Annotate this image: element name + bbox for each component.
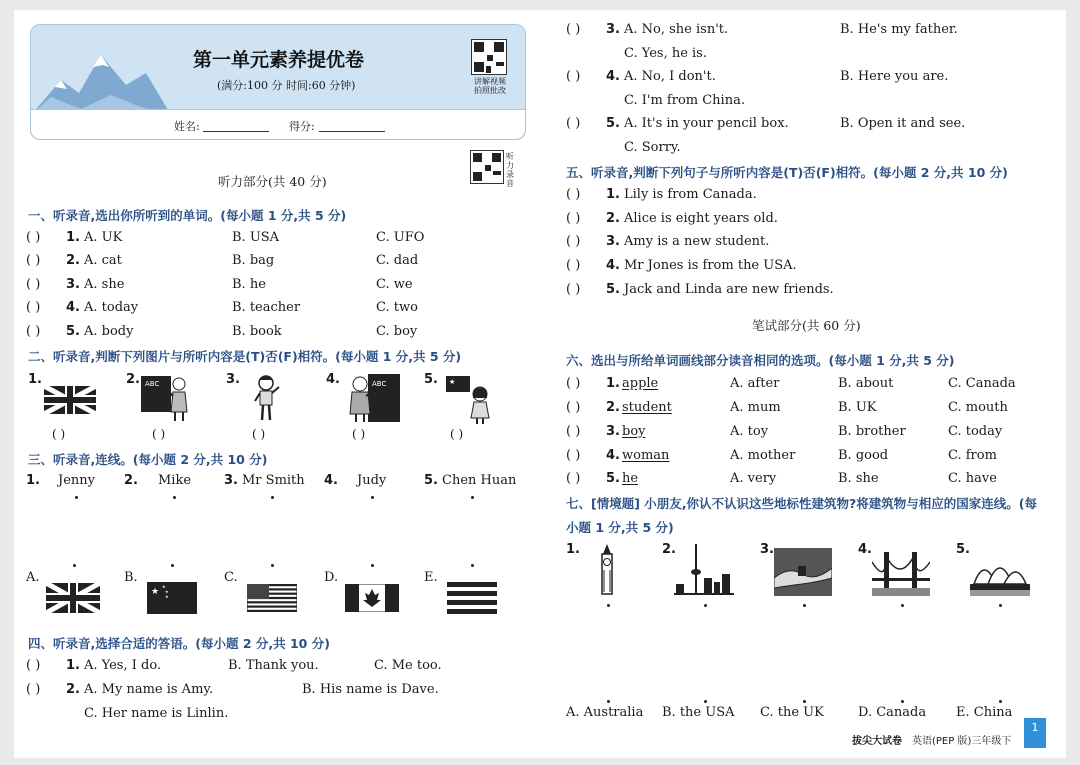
option-c: C. Sorry. [624,140,681,155]
name-label: 姓名: [174,120,200,133]
answer-bracket[interactable]: ( ) [252,427,266,441]
mountain-illustration [31,35,171,115]
question-number: 3. [66,277,80,292]
option-b: B. teacher [232,300,301,315]
option-b: B. bag [232,253,275,268]
target-word: boy [622,424,646,439]
great-wall-landmark [774,548,832,596]
option-c: C. boy [376,324,418,339]
section-5-title: 五、听录音,判断下列句子与所听内容是(T)否(F)相符。(每小题 2 分,共 10 分) [566,165,1008,180]
option-a: A. No, she isn't. [624,22,729,37]
option-a: A. toy [730,424,769,439]
question-number: 1. [66,658,80,673]
landmark-number: 5. [956,542,970,557]
option-b: B. about [838,376,894,391]
question-number: 4. [606,448,620,463]
option-b: B. brother [838,424,906,439]
section-1-title: 一、听录音,选出你所听到的单词。(每小题 1 分,共 5 分) [28,208,347,223]
answer-bracket[interactable]: ( ) [352,427,366,441]
option-a: A. she [84,277,125,292]
question-number: 1. [606,376,620,391]
picture-number: 5. [424,372,438,387]
link-dot[interactable] [75,496,78,499]
statement: Lily is from Canada. [624,187,757,202]
link-dot[interactable] [704,604,707,607]
person-name: Jenny [58,473,95,488]
page-number-tab: 1 [1024,718,1046,748]
answer-bracket[interactable]: ( ) [566,376,581,391]
answer-bracket[interactable]: ( ) [26,253,41,268]
uk-flag [46,583,100,613]
option-a: A. mother [730,448,796,463]
link-dot[interactable] [173,496,176,499]
qr-code [471,39,507,75]
answer-bracket[interactable]: ( ) [566,187,581,202]
option-c: C. Her name is Linlin. [84,706,229,721]
question-number: 3. [606,234,620,249]
section-7-title-line-2: 小题 1 分,共 5 分) [566,520,674,535]
link-dot[interactable] [999,700,1002,703]
link-dot[interactable] [901,604,904,607]
answer-bracket[interactable]: ( ) [566,400,581,415]
question-number: 3. [606,424,620,439]
item-number: 3. [224,473,238,488]
item-number: 5. [424,473,438,488]
page-subtitle: (满分:100 分 时间:60 分钟) [217,79,356,92]
landmark-number: 2. [662,542,676,557]
answer-bracket[interactable]: ( ) [566,234,581,249]
option-b: B. Thank you. [228,658,319,673]
question-number: 1. [606,187,620,202]
link-dot[interactable] [271,564,274,567]
question-number: 2. [66,682,80,697]
link-dot[interactable] [471,496,474,499]
option-c: C. from [948,448,997,463]
link-dot[interactable] [271,496,274,499]
option-a: A. It's in your pencil box. [624,116,789,131]
question-number: 4. [606,258,620,273]
country-option: E. China [956,705,1013,720]
boy-picture [252,374,282,422]
listening-title: 听力部分(共 40 分) [218,174,327,189]
answer-bracket[interactable]: ( ) [52,427,66,441]
person-name: Judy [357,473,387,488]
option-c: C. Yes, he is. [624,46,707,61]
person-name: Mr Smith [242,473,305,488]
person-name: Chen Huan [442,473,517,488]
option-letter: C. [224,570,238,585]
canada-flag [345,584,399,612]
target-word: he [622,471,639,486]
option-c: C. today [948,424,1003,439]
statement: Alice is eight years old. [624,211,778,226]
question-number: 2. [606,211,620,226]
question-number: 5. [606,116,620,131]
svg-text:★: ★ [151,587,160,597]
option-a: A. mum [730,400,781,415]
option-a: A. very [730,471,777,486]
footer-subject: 英语(PEP 版)三年级下 [912,736,1012,747]
question-number: 4. [606,69,620,84]
option-b: B. she [838,471,879,486]
section-6-title: 六、选出与所给单词画线部分读音相同的选项。(每小题 1 分,共 5 分) [566,353,955,368]
section-3-title: 三、听录音,连线。(每小题 2 分,共 10 分) [28,452,268,467]
name-score-bar [31,109,525,139]
link-dot[interactable] [471,564,474,567]
item-number: 4. [324,473,338,488]
section-2-title: 二、听录音,判断下列图片与所听内容是(T)否(F)相符。(每小题 1 分,共 5 分) [28,349,462,364]
answer-bracket[interactable]: ( ) [566,258,581,273]
option-a: A. UK [84,230,123,245]
option-c: C. we [376,277,413,292]
option-c: C. have [948,471,997,486]
question-number: 5. [606,471,620,486]
option-a: A. Yes, I do. [84,658,162,673]
answer-bracket[interactable]: ( ) [566,211,581,226]
statement: Amy is a new student. [624,234,770,249]
girl-china-flag-picture [446,374,498,424]
country-option: B. the USA [662,705,735,720]
option-b: B. His name is Dave. [302,682,439,697]
score-label: 得分: [289,120,315,133]
question-number: 5. [606,282,620,297]
svg-text:★: ★ [449,378,456,386]
svg-text:★: ★ [165,589,169,594]
option-c: C. UFO [376,230,425,245]
target-word: student [622,400,672,415]
target-word: apple [622,376,659,391]
big-ben-landmark [596,544,618,596]
answer-bracket[interactable]: ( ) [26,658,41,673]
footer-brand: 拔尖大试卷 [852,736,902,747]
country-option: A. Australia [566,705,644,720]
answer-bracket[interactable]: ( ) [566,282,581,297]
option-b: B. USA [232,230,280,245]
option-a: A. body [84,324,134,339]
link-dot[interactable] [371,564,374,567]
uk-flag-picture [44,386,96,414]
striped-flag [447,582,497,614]
option-c: C. dad [376,253,419,268]
writing-title: 笔试部分(共 60 分) [752,318,861,333]
link-dot[interactable] [607,604,610,607]
answer-bracket[interactable]: ( ) [566,471,581,486]
section-7-title-line-1: 七、[情境题] 小朋友,你认不认识这些地标性建筑物?将建筑物与相应的国家连线。(每 [566,496,1037,511]
target-word: woman [622,448,670,463]
qr-caption: 讲解视频 拍照批改 [474,77,506,95]
picture-number: 3. [226,372,240,387]
golden-gate-landmark [872,548,930,596]
answer-bracket[interactable]: ( ) [26,230,41,245]
link-dot[interactable] [171,564,174,567]
option-a: A. today [84,300,139,315]
answer-bracket[interactable]: ( ) [26,300,41,315]
answer-bracket[interactable]: ( ) [566,424,581,439]
option-b: B. He's my father. [840,22,958,37]
picture-number: 4. [326,372,340,387]
option-a: A. after [730,376,780,391]
link-dot[interactable] [607,700,610,703]
option-b: B. he [232,277,266,292]
country-option: C. the UK [760,705,824,720]
statement: Jack and Linda are new friends. [624,282,834,297]
option-b: B. book [232,324,282,339]
name-blank[interactable] [203,131,269,132]
link-dot[interactable] [371,496,374,499]
answer-bracket[interactable]: ( ) [152,427,166,441]
option-c: C. mouth [948,400,1008,415]
score-blank[interactable] [319,131,385,132]
china-flag [147,582,197,614]
picture-number: 2. [126,372,140,387]
board-text: ABC [145,380,160,388]
answer-bracket[interactable]: ( ) [566,116,581,131]
answer-bracket[interactable]: ( ) [566,448,581,463]
option-letter: B. [124,570,138,585]
listening-qr-code [470,150,504,184]
option-b: B. good [838,448,889,463]
cn-tower-landmark [674,544,734,596]
answer-bracket[interactable]: ( ) [26,277,41,292]
answer-bracket[interactable]: ( ) [26,682,41,697]
question-number: 5. [66,324,80,339]
question-number: 2. [66,253,80,268]
link-dot[interactable] [999,604,1002,607]
question-number: 2. [606,400,620,415]
item-number: 1. [26,473,40,488]
usa-flag [247,584,297,612]
option-b: B. Open it and see. [840,116,966,131]
option-a: A. No, I don't. [624,69,716,84]
worksheet-page [14,10,1066,758]
answer-bracket[interactable]: ( ) [566,22,581,37]
landmark-number: 1. [566,542,580,557]
landmark-number: 4. [858,542,872,557]
header-banner [30,24,526,140]
person-name: Mike [158,473,192,488]
option-letter: A. [26,570,40,585]
link-dot[interactable] [803,700,806,703]
svg-text:★: ★ [162,584,166,589]
option-c: C. Canada [948,376,1016,391]
country-option: D. Canada [858,705,927,720]
option-letter: E. [424,570,438,585]
statement: Mr Jones is from the USA. [624,258,797,273]
section-4-title: 四、听录音,选择合适的答语。(每小题 2 分,共 10 分) [28,636,330,651]
link-dot[interactable] [704,700,707,703]
option-letter: D. [324,570,339,585]
option-c: C. two [376,300,418,315]
sydney-opera-house-landmark [970,552,1030,596]
link-dot[interactable] [803,604,806,607]
link-dot[interactable] [73,564,76,567]
page-title: 第一单元素养提优卷 [193,49,365,71]
item-number: 2. [124,473,138,488]
option-c: C. Me too. [374,658,442,673]
option-a: A. cat [84,253,122,268]
landmark-number: 3. [760,542,774,557]
option-b: B. Here you are. [840,69,949,84]
question-number: 4. [66,300,80,315]
answer-bracket[interactable]: ( ) [566,69,581,84]
option-a: A. My name is Amy. [84,682,214,697]
option-b: B. UK [838,400,877,415]
link-dot[interactable] [901,700,904,703]
answer-bracket[interactable]: ( ) [26,324,41,339]
question-number: 3. [606,22,620,37]
board-text: ABC [372,380,387,388]
svg-text:★: ★ [165,594,169,599]
listening-qr-caption: 听力录音 [506,152,514,188]
picture-number: 1. [28,372,42,387]
answer-bracket[interactable]: ( ) [450,427,464,441]
question-number: 1. [66,230,80,245]
option-c: C. I'm from China. [624,93,745,108]
